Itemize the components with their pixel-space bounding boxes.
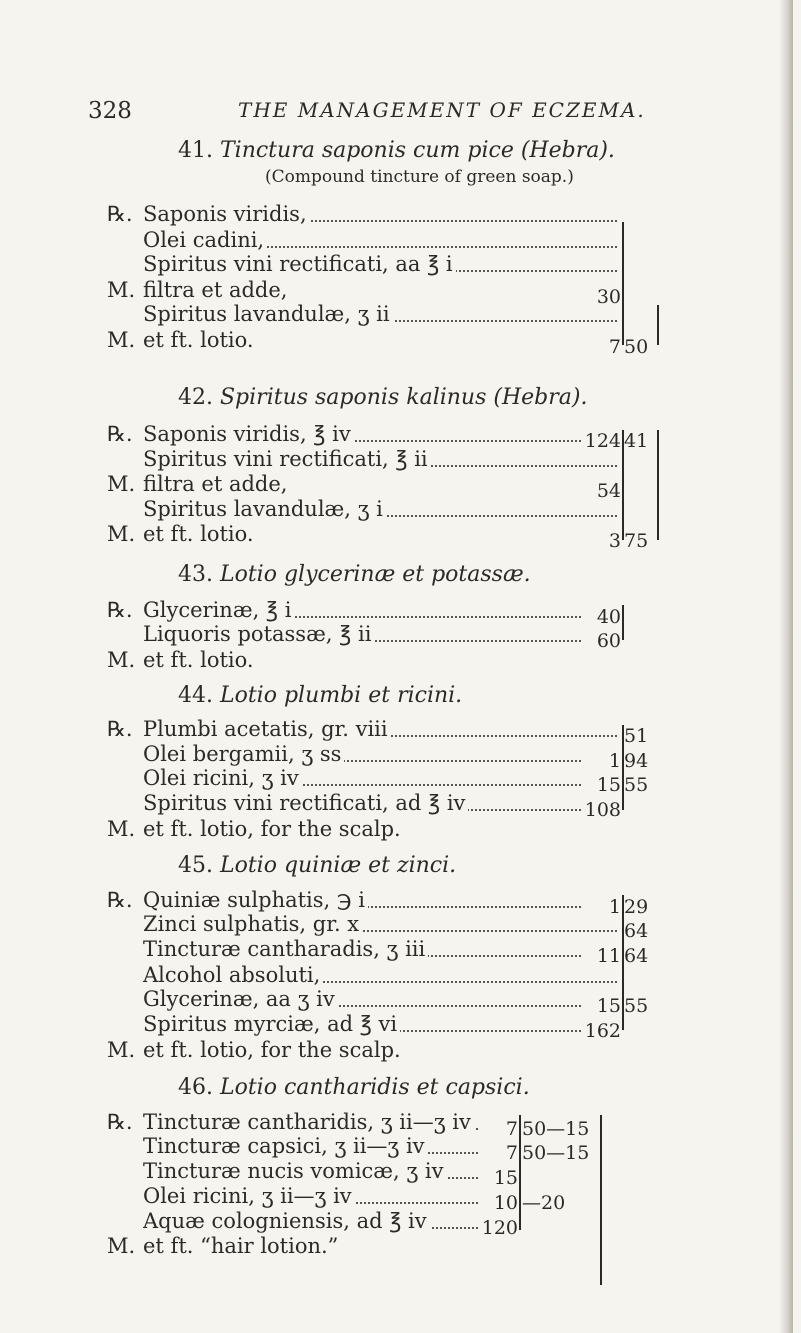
page-number: 328: [88, 98, 132, 124]
metric-quantity: 120: [481, 1217, 518, 1239]
ingredient-line: [143, 202, 617, 228]
column-rule: [519, 1115, 521, 1230]
ingredient-line: [143, 228, 617, 254]
metric-decimal: 64: [624, 945, 649, 967]
ingredient-line: [143, 791, 581, 817]
line-marker: M.: [107, 817, 136, 841]
metric-quantity: 1: [608, 896, 621, 918]
line-marker: ℞.: [107, 1110, 133, 1134]
metric-quantity: 10: [493, 1192, 518, 1214]
ingredient-line: [143, 622, 581, 648]
page-edge-shadow: [779, 0, 793, 1333]
ingredient-text: Olei ricini, ʒ iv: [143, 766, 302, 790]
ingredient-line: [143, 1209, 478, 1235]
recipe-number: 45.: [178, 853, 220, 878]
ingredient-text: Spiritus lavandulæ, ʒ i: [143, 497, 386, 521]
column-rule-outer: [657, 430, 659, 540]
metric-decimal: —20: [522, 1192, 566, 1214]
ingredient-text: et ft. lotio.: [143, 648, 257, 672]
running-head: THE MANAGEMENT OF ECZEMA.: [238, 98, 646, 122]
column-rule-outer: [600, 1115, 602, 1285]
recipe-number: 42.: [178, 385, 220, 410]
ingredient-line: [143, 1134, 478, 1160]
line-marker: M.: [107, 648, 136, 672]
recipe-name: Lotio cantharidis et capsici.: [219, 1075, 530, 1100]
line-marker: M.: [107, 1038, 136, 1062]
ingredient-text: Saponis viridis,: [143, 202, 310, 226]
metric-quantity: 1: [608, 750, 621, 772]
ingredient-line: [143, 1159, 478, 1185]
recipe-number: 43.: [178, 562, 220, 587]
ingredient-text: Spiritus lavandulæ, ʒ ii: [143, 302, 393, 326]
recipe-number: 46.: [178, 1075, 220, 1100]
line-marker: M.: [107, 522, 136, 546]
line-marker: M.: [107, 328, 136, 352]
column-rule: [622, 895, 624, 1030]
metric-quantity: 3: [608, 530, 621, 552]
ingredient-line: [143, 328, 500, 354]
metric-quantity: 15: [596, 774, 621, 796]
metric-quantity: 11: [596, 945, 621, 967]
ingredient-line: [143, 422, 581, 448]
ingredient-line: [143, 888, 581, 914]
column-rule-outer: [657, 305, 659, 345]
ingredient-text: filtra et adde,: [143, 278, 290, 302]
ingredient-text: et ft. “hair lotion.”: [143, 1234, 341, 1258]
ingredient-text: filtra et adde,: [143, 472, 290, 496]
ingredient-line: [143, 912, 617, 938]
recipe-title: [178, 683, 462, 708]
ingredient-line: [143, 302, 617, 328]
ingredient-text: Tincturæ nucis vomicæ, ʒ iv: [143, 1159, 447, 1183]
ingredient-text: et ft. lotio, for the scalp.: [143, 817, 404, 841]
ingredient-line: [143, 742, 581, 768]
ingredient-text: Quiniæ sulphatis, ℈ i: [143, 888, 368, 912]
metric-decimal: 75: [624, 530, 649, 552]
column-rule: [622, 725, 624, 810]
ingredient-line: [143, 447, 617, 473]
metric-quantity: 7: [608, 336, 621, 358]
metric-decimal: 50—15: [522, 1142, 590, 1164]
ingredient-text: Aquæ cologniensis, ad ℥ iv: [143, 1209, 430, 1233]
recipe-subtitle: (Compound tincture of green soap.): [265, 167, 574, 187]
recipe-name: Lotio glycerinæ et potassæ.: [219, 562, 531, 587]
ingredient-text: Tincturæ capsici, ʒ ii—ʒ iv: [143, 1134, 428, 1158]
ingredient-line: [143, 1038, 500, 1064]
ingredient-text: Olei ricini, ʒ ii—ʒ iv: [143, 1184, 355, 1208]
ingredient-text: et ft. lotio, for the scalp.: [143, 1038, 404, 1062]
ingredient-line: [143, 817, 500, 843]
ingredient-text: Zinci sulphatis, gr. x: [143, 912, 362, 936]
line-marker: ℞.: [107, 888, 133, 912]
ingredient-text: Olei cadini,: [143, 228, 267, 252]
metric-decimal: 50: [624, 336, 649, 358]
ingredient-text: Spiritus myrciæ, ad ℥ vi: [143, 1012, 400, 1036]
column-rule: [622, 430, 624, 540]
metric-decimal: 41: [624, 430, 649, 452]
line-marker: ℞.: [107, 422, 133, 446]
line-marker: ℞.: [107, 717, 133, 741]
recipe-name: Lotio quiniæ et zinci.: [219, 853, 457, 878]
metric-decimal: 94: [624, 750, 649, 772]
recipe-name: Lotio plumbi et ricini.: [219, 683, 463, 708]
ingredient-line: [143, 1110, 478, 1136]
ingredient-text: Spiritus vini rectificati, ad ℥ iv: [143, 791, 468, 815]
ingredient-line: [143, 252, 617, 278]
metric-decimal: 55: [624, 995, 649, 1017]
metric-quantity: 7: [505, 1142, 518, 1164]
ingredient-line: [143, 598, 581, 624]
line-marker: M.: [107, 1234, 136, 1258]
ingredient-line: [143, 987, 581, 1013]
ingredient-line: [143, 278, 500, 304]
metric-quantity: 108: [584, 799, 621, 821]
recipe-title: [178, 138, 615, 163]
ingredient-line: [143, 1012, 581, 1038]
metric-decimal: 50—15: [522, 1118, 590, 1140]
recipe-title: [178, 853, 456, 878]
ingredient-text: Saponis viridis, ℥ iv: [143, 422, 354, 446]
column-rule: [622, 605, 624, 640]
line-marker: M.: [107, 472, 136, 496]
ingredient-line: [143, 766, 581, 792]
ingredient-line: [143, 472, 500, 498]
ingredient-text: Spiritus vini rectificati, aa ℥ i: [143, 252, 456, 276]
ingredient-line: [143, 717, 617, 743]
metric-quantity: 60: [596, 630, 621, 652]
ingredient-text: Spiritus vini rectificati, ℥ ii: [143, 447, 431, 471]
ingredient-line: [143, 1184, 478, 1210]
ingredient-text: Plumbi acetatis, gr. viii: [143, 717, 391, 741]
ingredient-line: [143, 522, 500, 548]
line-marker: ℞.: [107, 598, 133, 622]
page-header: [88, 98, 728, 128]
metric-quantity: 40: [596, 606, 621, 628]
metric-decimal: 51: [624, 725, 649, 747]
ingredient-line: [143, 497, 617, 523]
metric-quantity: 30: [596, 286, 621, 308]
ingredient-text: Tincturæ cantharadis, ʒ iii: [143, 937, 428, 961]
column-rule: [622, 222, 624, 345]
recipe-title: [178, 385, 587, 410]
ingredient-text: Tincturæ cantharidis, ʒ ii—ʒ iv: [143, 1110, 474, 1134]
ingredient-text: Liquoris potassæ, ℥ ii: [143, 622, 374, 646]
metric-quantity: 15: [596, 995, 621, 1017]
metric-decimal: 55: [624, 774, 649, 796]
recipe-number: 41.: [178, 138, 220, 163]
recipe-name: Spiritus saponis kalinus (Hebra).: [219, 385, 588, 410]
ingredient-line: [143, 648, 500, 674]
line-marker: M.: [107, 278, 136, 302]
ingredient-text: et ft. lotio.: [143, 522, 257, 546]
ingredient-text: Alcohol absoluti,: [143, 963, 323, 987]
ingredient-text: et ft. lotio.: [143, 328, 257, 352]
recipe-title: [178, 562, 531, 587]
recipe-number: 44.: [178, 683, 220, 708]
recipe-title: [178, 1075, 530, 1100]
metric-decimal: 29: [624, 896, 649, 918]
ingredient-text: Olei bergamii, ʒ ss: [143, 742, 344, 766]
ingredient-text: Glycerinæ, ℥ i: [143, 598, 294, 622]
ingredient-text: Glycerinæ, aa ʒ iv: [143, 987, 338, 1011]
ingredient-line: [143, 1234, 500, 1260]
metric-decimal: 64: [624, 920, 649, 942]
metric-quantity: 7: [505, 1118, 518, 1140]
metric-quantity: 15: [493, 1167, 518, 1189]
line-marker: ℞.: [107, 202, 133, 226]
metric-quantity: 162: [584, 1020, 621, 1042]
metric-quantity: 54: [596, 480, 621, 502]
recipe-name: Tinctura saponis cum pice (Hebra).: [219, 138, 615, 163]
ingredient-line: [143, 963, 617, 989]
ingredient-line: [143, 937, 581, 963]
metric-quantity: 124: [584, 430, 621, 452]
